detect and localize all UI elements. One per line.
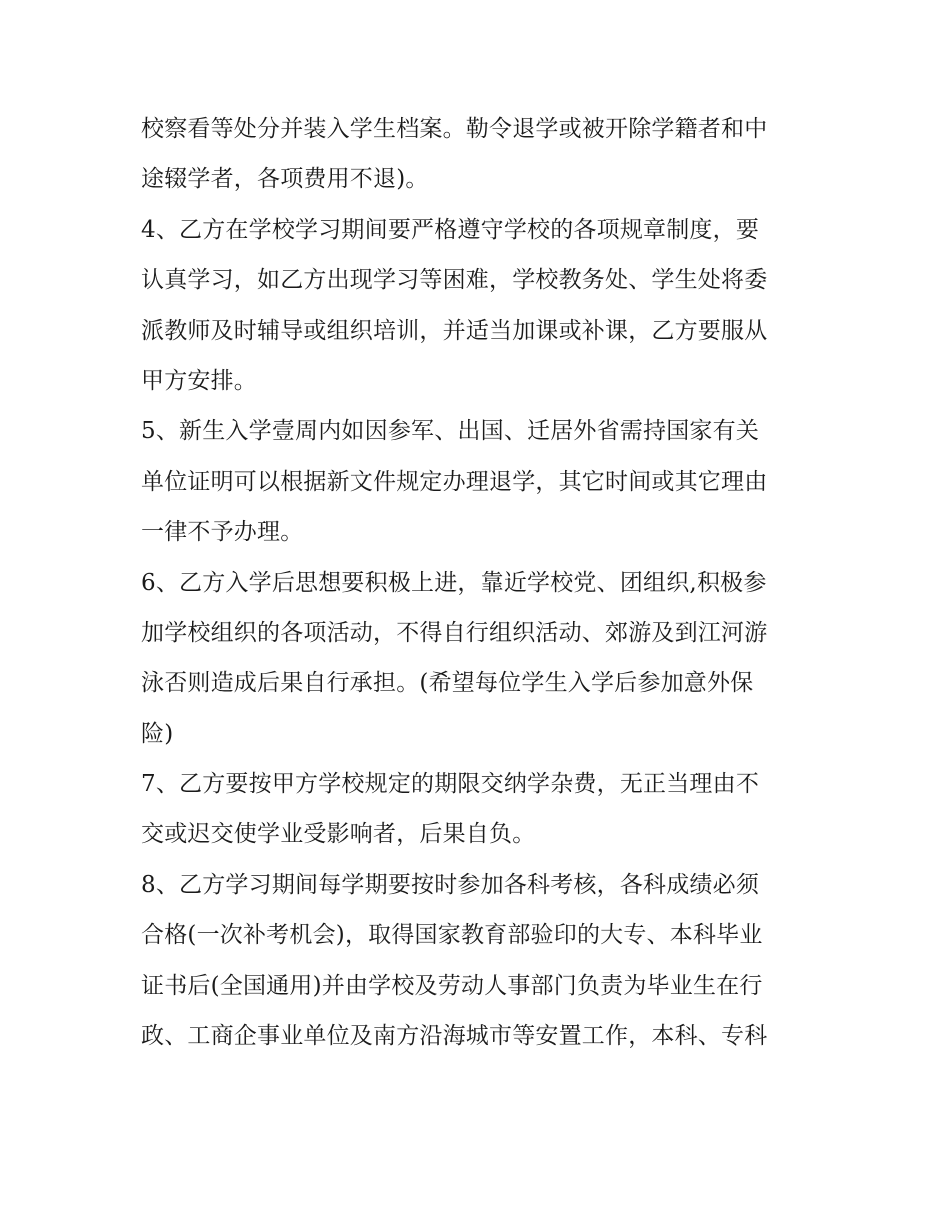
text-line: 证书后(全国通用)并由学校及劳动人事部门负责为毕业生在行 — [141, 972, 763, 999]
text-line: 险) — [141, 720, 174, 747]
text-line: 8、乙方学习期间每学期要按时参加各科考核，各科成绩必须 — [141, 871, 760, 898]
text-line: 4、乙方在学校学习期间要严格遵守学校的各项规章制度，要 — [141, 216, 760, 243]
text-line: 单位证明可以根据新文件规定办理退学，其它时间或其它理由 — [141, 468, 768, 495]
text-line: 途辍学者，各项费用不退)。 — [141, 166, 429, 193]
text-line: 一律不予办理。 — [141, 519, 304, 546]
text-line: 政、工商企事业单位及南方沿海城市等安置工作，本科、专科 — [141, 1023, 768, 1050]
text-line: 泳否则造成后果自行承担。(希望每位学生入学后参加意外保 — [141, 670, 754, 697]
text-line: 7、乙方要按甲方学校规定的期限交纳学杂费，无正当理由不 — [141, 771, 760, 798]
text-line: 6、乙方入学后思想要积极上进，靠近学校党、团组织,积极参 — [141, 569, 767, 596]
text-line: 派教师及时辅导或组织培训，并适当加课或补课，乙方要服从 — [141, 317, 768, 344]
document-body — [141, 108, 821, 1065]
text-line: 甲方安排。 — [141, 367, 257, 394]
text-line: 交或迟交使学业受影响者，后果自负。 — [141, 821, 536, 848]
text-line: 校察看等处分并装入学生档案。勒令退学或被开除学籍者和中 — [141, 116, 768, 142]
text-line: 5、新生入学壹周内如因参军、出国、迁居外省需持国家有关 — [141, 418, 760, 445]
text-line: 合格(一次补考机会)，取得国家教育部验印的大专、本科毕业 — [141, 922, 763, 949]
text-line: 加学校组织的各项活动，不得自行组织活动、郊游及到江河游 — [141, 619, 768, 646]
text-line: 认真学习，如乙方出现学习等困难，学校教务处、学生处将委 — [141, 267, 768, 294]
